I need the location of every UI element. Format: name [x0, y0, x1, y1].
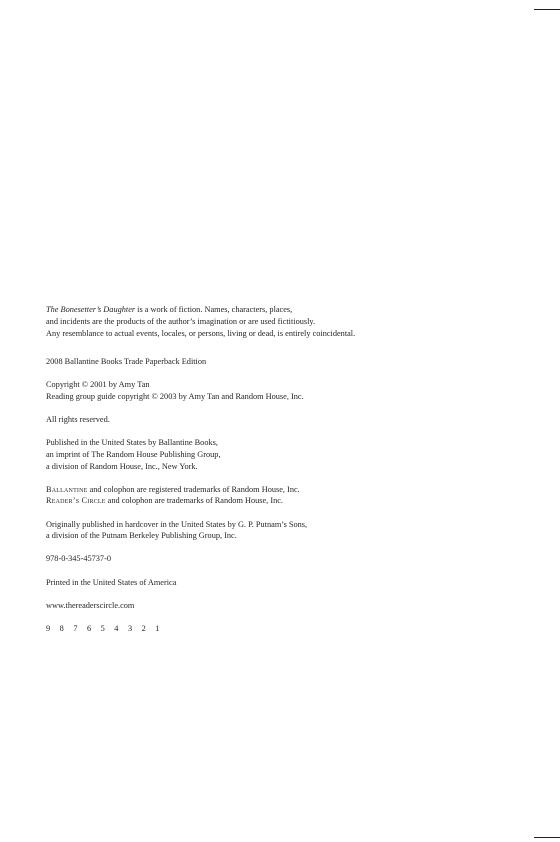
printed-in: Printed in the United States of America — [46, 577, 177, 587]
trademark-brand-ballantine: Ballantine — [46, 484, 88, 494]
rights-statement: All rights reserved. — [46, 414, 110, 424]
disclaimer-line-1: is a work of fiction. Names, characters, places, — [135, 305, 293, 314]
original-line-2: a division of the Putnam Berkeley Publishing Group, Inc. — [46, 531, 237, 541]
printing-number: 9 — [46, 623, 51, 633]
book-title: The Bonesetter’s Daughter — [46, 305, 136, 314]
printing-number: 2 — [141, 623, 146, 633]
publisher-line-2: an imprint of The Random House Publishing Group, — [46, 449, 221, 459]
copyright-line-2: Reading group guide copyright © 2003 by Amy Tan and Random House, Inc. — [46, 391, 304, 401]
printing-number: 3 — [127, 623, 133, 633]
printing-number: 4 — [114, 623, 119, 633]
copyright-notice — [46, 379, 546, 403]
publisher-line-1: Published in the United States by Ballantine Books, — [46, 437, 218, 447]
original-publication — [46, 519, 546, 543]
fiction-disclaimer — [46, 304, 546, 339]
printing-number: 1 — [155, 623, 160, 633]
isbn: 978-0-345-45737-0 — [46, 554, 111, 564]
disclaimer-line-3: Any resemblance to actual events, locales, or persons, living or dead, is entirely coincidental. — [46, 328, 356, 338]
original-line-1: Originally published in hardcover in the United States by G. P. Putnam’s Sons, — [46, 519, 308, 529]
copyright-page-text — [46, 304, 546, 646]
printing-number: 8 — [59, 623, 64, 633]
website: www.thereaderscircle.com — [46, 600, 135, 610]
trademark-statement: Ballantine and colophon are registered trademarks of Random House, Inc. Reader’s Circle and colophon are trademarks of Random House, Inc. — [46, 484, 300, 506]
disclaimer-line-2: and incidents are the products of the author’s imagination or are used fictitiously. — [46, 316, 316, 326]
trademark-brand-readers-circle: Reader’s Circle — [46, 496, 106, 506]
publisher-statement — [46, 437, 546, 472]
crop-mark-bottom — [534, 837, 560, 838]
printing-number-line — [46, 623, 546, 635]
crop-mark-top — [534, 9, 560, 10]
publisher-line-3: a division of Random House, Inc., New York. — [46, 461, 198, 471]
printing-number: 5 — [100, 623, 105, 633]
edition-statement: 2008 Ballantine Books Trade Paperback Edition — [46, 356, 207, 366]
copyright-line-1: Copyright © 2001 by Amy Tan — [46, 379, 150, 389]
printing-number: 7 — [73, 623, 78, 633]
printing-number: 6 — [86, 623, 92, 633]
